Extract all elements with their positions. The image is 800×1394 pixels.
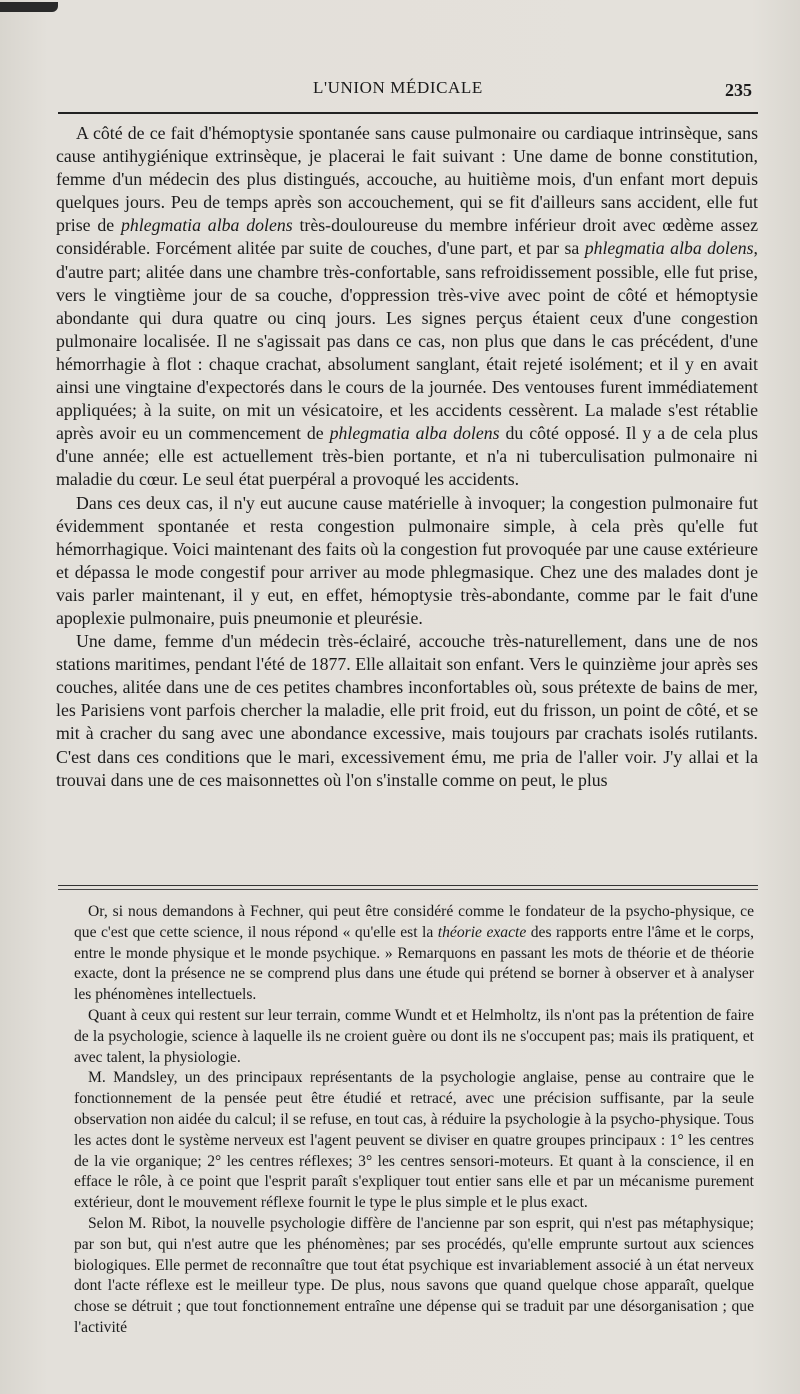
header-rule [58,112,758,114]
main-text [56,122,758,792]
footnote-paragraph-3: M. Mandsley, un des principaux représentants de la psychologie anglaise, pense au contraire que le fonctionnement de la pensée peut être étudié et retracé, avec une précision suffisante, par la seule observation non aidée du calcul; il se refuse, en tout cas, à réduire la psychologie à la psycho-physique. Tous les actes dont le système nerveux est l'agent peuvent se diviser en quatre groupes principaux : 1° les centres de la vie organique; 2° les centres réflexes; 3° les centres sensori-moteurs. Et quant à la conscience, il en efface le rôle, à ce point que l'esprit paraît s'expliquer tout entier sans elle et par un mécanisme purement extérieur, dont le mouvement réflexe fournit le type le plus simple et le plus exact. [74,1069,754,1212]
paragraph-2: Dans ces deux cas, il n'y eut aucune cause matérielle à invoquer; la congestion pulmonaire fut évidemment spontanée et resta congestion pulmonaire simple, à cela près qu'elle fut hémorrhagique. Voici maintenant des faits où la congestion fut provoquée par une cause extérieure et dépassa le mode congestif pour arriver au mode phlegmasique. Chez une des malades dont je vais parler maintenant, il y eut, en effet, hémoptysie très-abondante, comme par le fait d'une apoplexie pulmonaire, puis pneumonie et pleurésie. [56,492,758,628]
footnote-rule [58,885,758,890]
text-run: très-douloureuse du membre inférieur droit avec œdème assez considérable. Forcément alitée par suite de couches, d'une part, et par sa [56,215,758,259]
footnote-paragraph-1 [74,902,754,1006]
italic-term: phlegmatia alba dolens [584,238,754,259]
text-run: Or, si nous demandons à Fechner, qui peut être considéré comme le fondateur de la psycho-physique, ce que c'est que cette science, il nous répond « qu'elle est la [74,903,754,941]
text-run: , d'autre part; alitée dans une chambre très-confortable, sans refroidissement possible, elle fut prise, vers le vingtième jour de sa couche, d'oppression très-vive avec point de côté et hémoptysie abondante qui dura quatre ou cinq jours. Les signes perçus étaient ceux d'une congestion pulmonaire localisée. Il ne s'agissait pas dans ce cas, non plus que dans le cas précédent, d'une hémorrhagie à flot : chaque crachat, absolument sanglant, était rejeté isolément; et il y en avait ainsi une vingtaine d'expectorés dans le cours de la journée. Des ventouses furent immédiatement appliquées; à la suite, on mit un vésicatoire, et les accidents cessèrent. La malade s'est rétablie après avoir eu un commencement de [56,238,758,444]
text-run: A côté de ce fait d'hémoptysie spontanée sans cause pulmonaire ou cardiaque intrinsèque, sans cause antihygiénique extrinsèque, je placerai le fait suivant : Une dame de bonne constitution, femme d'un médecin des plus distingués, accouche, au huitième mois, d'un enfant mort depuis quelques jours. Peu de temps après son accouchement, qui se fit d'ailleurs sans accident, elle fut prise de [56,123,758,236]
footnotes [74,902,754,1339]
footnote-paragraph-2: Quant à ceux qui restent sur leur terrain, comme Wundt et et Helmholtz, ils n'ont pas la prétention de faire de la psychologie, science à laquelle ils ne croient guère ou dont ils ne s'occupent pas; mais ils pratiquent, et avec talent, la physiologie. [74,1006,754,1066]
paragraph-1 [56,122,758,492]
scan-corner-mark [0,2,58,12]
text-run: des rapports entre l'âme et le corps, entre le monde physique et le monde psychique. » Remarquons en passant les mots de théorie et de théorie exacte, dont la présence ne se comprend plus dans une étude qui prétend se borner à observer et à analyser les phénomènes intellectuels. [74,923,754,1004]
text-run: du côté opposé. Il y a de cela plus d'une année; elle est actuellement très-bien portante, et n'a ni tuberculisation pulmonaire ni maladie du cœur. Le seul état puerpéral a provoqué les accidents. [56,423,758,490]
running-header [55,74,760,100]
italic-term: phlegmatia alba dolens [120,215,293,236]
running-title: L'UNION MÉDICALE [313,78,483,97]
paragraph-3: Une dame, femme d'un médecin très-éclairé, accouche très-naturellement, dans une de nos stations maritimes, pendant l'été de 1877. Elle allaitait son enfant. Vers le quinzième jour après ses couches, alitée dans une de ces petites chambres inconfortables où, sous prétexte de bains de mer, les Parisiens vont parfois chercher la maladie, elle prit froid, eut du frisson, un point de côté, et se mit à cracher du sang avec une abondance excessive, mais toujours par crachats isolés rutilants. C'est dans ces conditions que le mari, excessivement ému, me pria de l'aller voir. J'y allai et la trouvai dans une de ces maisonnettes où l'on s'installe comme on peut, le plus [56,631,758,790]
italic-term: phlegmatia alba dolens [329,423,500,444]
footnote-paragraph-4: Selon M. Ribot, la nouvelle psychologie diffère de l'ancienne par son esprit, qui n'est pas métaphysique; par son but, qui n'est autre que les phénomènes; par ses procédés, qu'elle emprunte surtout aux sciences biologiques. Elle permet de reconnaître que tout état psychique est invariablement associé à un état nerveux dont l'acte réflexe est le meilleur type. De plus, nous savons que quand quelque chose apparaît, quelque chose se détruit ; que tout fonctionnement entraîne une dépense qui se traduit par une désorganisation ; que l'activité [74,1214,754,1336]
italic-term: théorie exacte [437,923,527,941]
page-number: 235 [725,80,752,100]
